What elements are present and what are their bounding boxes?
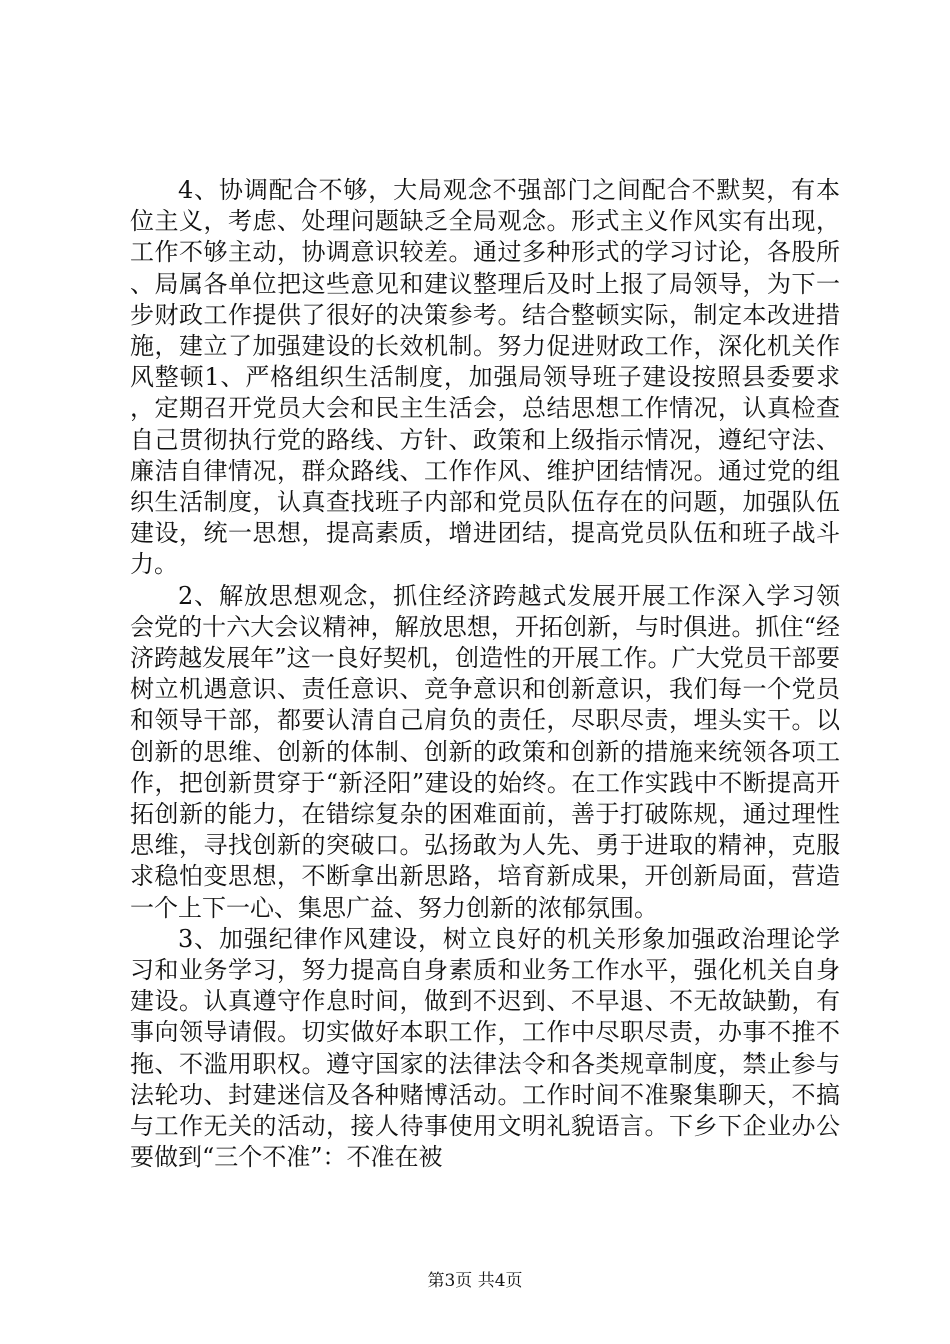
- paragraph-3: 3、加强纪律作风建设，树立良好的机关形象加强政治理论学习和业务学习，努力提高自身素质和业务工作水平，强化机关自身建设。认真遵守作息时间，做到不迟到、不早退、不无故缺勤，有事向领导请假。切实做好本职工作，工作中尽职尽责，办事不推不拖、不滥用职权。遵守国家的法律法令和各类规章制度，禁止参与法轮功、封建迷信及各种赌博活动。工作时间不准聚集聊天，不搞与工作无关的活动，接人待事使用文明礼貌语言。下乡下企业办公要做到“三个不准”：不准在被: [130, 924, 840, 1172]
- page-footer: 第3页 共4页: [427, 1271, 523, 1291]
- paragraph-2: 2、解放思想观念，抓住经济跨越式发展开展工作深入学习领会党的十六大会议精神，解放思想，开拓创新，与时俱进。抓住“经济跨越发展年”这一良好契机，创造性的开展工作。广大党员干部要树立机遇意识、责任意识、竞争意识和创新意识，我们每一个党员和领导干部，都要认清自己肩负的责任，尽职尽责，埋头实干。以创新的思维、创新的体制、创新的政策和创新的措施来统领各项工作，把创新贯穿于“新泾阳”建设的始终。在工作实践中不断提高开拓创新的能力，在错综复杂的困难面前，善于打破陈规，通过理性思维，寻找创新的突破口。弘扬敢为人先、勇于进取的精神，克服求稳怕变思想，不断拿出新思路，培育新成果，开创新局面，营造一个上下一心、集思广益、努力创新的浓郁氛围。: [130, 581, 840, 922]
- paragraph-1: 4、协调配合不够，大局观念不强部门之间配合不默契，有本位主义，考虑、处理问题缺乏全局观念。形式主义作风实有出现，工作不够主动，协调意识较差。通过多种形式的学习讨论，各股所、局属各单位把这些意见和建议整理后及时上报了局领导，为下一步财政工作提供了很好的决策参考。结合整顿实际，制定本改进措施，建立了加强建设的长效机制。努力促进财政工作，深化机关作风整顿1、严格组织生活制度，加强局领导班子建设按照县委要求，定期召开党员大会和民主生活会，总结思想工作情况，认真检查自己贯彻执行党的路线、方针、政策和上级指示情况，遵纪守法、廉洁自律情况，群众路线、工作作风、维护团结情况。通过党的组织生活制度，认真查找班子内部和党员队伍存在的问题，加强队伍建设，统一思想，提高素质，增进团结，提高党员队伍和班子战斗力。: [130, 176, 840, 579]
- document-body: [130, 175, 840, 1174]
